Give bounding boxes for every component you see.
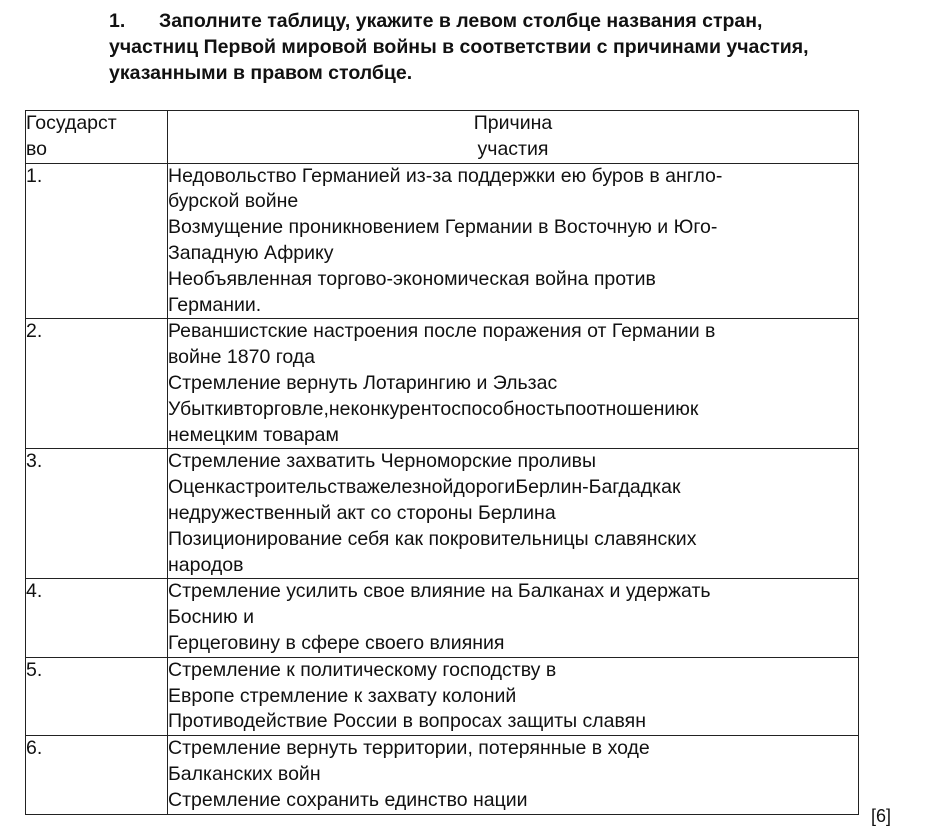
task-line	[109, 8, 869, 34]
reason-line: Убыткивторговле,неконкурентоспособностьпоотношениюк	[168, 397, 699, 420]
header-country	[26, 111, 168, 164]
score-label: [6]	[871, 806, 892, 826]
reason-cell	[168, 736, 859, 814]
country-cell[interactable]	[26, 736, 168, 814]
header-country-line: во	[26, 137, 47, 160]
reason-line: Недовольство Германией из-за поддержки ею буров в англо-	[168, 164, 723, 187]
reason-line: войне 1870 года	[168, 346, 316, 369]
reason-line: Стремление усилить свое влияние на Балканах и удержать	[168, 580, 711, 603]
row-number: 6.	[26, 737, 43, 760]
country-cell[interactable]	[26, 579, 168, 657]
reason-cell	[168, 657, 859, 735]
reason-line: ОценкастроительстважелезнойдорогиБерлин-Багдадкак	[168, 476, 681, 499]
table-row	[26, 319, 859, 449]
row-number: 2.	[26, 320, 43, 343]
table-body	[26, 163, 859, 814]
reason-line: Противодействие России в вопросах защиты славян	[168, 710, 646, 733]
row-number: 4.	[26, 580, 43, 603]
countries-table	[25, 110, 859, 815]
row-number: 5.	[26, 658, 43, 681]
reason-cell	[168, 579, 859, 657]
reason-line: немецким товарам	[168, 423, 339, 446]
country-cell[interactable]	[26, 163, 168, 319]
task-instruction	[109, 8, 869, 86]
reason-line: Возмущение проникновением Германии в Восточную и Юго-	[168, 216, 718, 239]
reason-line: Боснию и	[168, 606, 254, 629]
header-reason-line: Причина	[473, 112, 553, 134]
table-header-row	[26, 111, 859, 164]
reason-line: бурской войне	[168, 190, 299, 213]
country-cell[interactable]	[26, 657, 168, 735]
reason-line: недружественный акт со стороны Берлина	[168, 501, 556, 524]
reason-line: Позиционирование себя как покровительницы славянских	[168, 527, 697, 550]
country-cell[interactable]	[26, 449, 168, 579]
reason-line: Герцеговину в сфере своего влияния	[168, 631, 505, 654]
row-number: 1.	[26, 164, 43, 187]
reason-line: Реваншистские настроения после поражения от Германии в	[168, 320, 716, 343]
reason-line: Стремление захватить Черноморские проливы	[168, 450, 596, 473]
reason-line: Стремление сохранить единство нации	[168, 788, 528, 811]
task-line: указанными в правом столбце.	[109, 62, 413, 84]
country-cell[interactable]	[26, 319, 168, 449]
table-row	[26, 736, 859, 814]
header-reason	[168, 111, 859, 164]
reason-line: Стремление вернуть Лотарингию и Эльзас	[168, 371, 558, 394]
task-number: 1.	[109, 10, 126, 32]
reason-cell	[168, 449, 859, 579]
reason-line: Балканских войн	[168, 762, 321, 785]
reason-line: Необъявленная торгово-экономическая война против	[168, 267, 656, 290]
reason-cell	[168, 319, 859, 449]
header-country-line: Государст	[26, 112, 117, 134]
reason-line: Германии.	[168, 293, 262, 316]
table-row	[26, 163, 859, 319]
reason-line: народов	[168, 553, 244, 576]
reason-line: Стремление вернуть территории, потерянные в ходе	[168, 737, 650, 760]
reason-line: Западную Африку	[168, 241, 334, 264]
table-row	[26, 579, 859, 657]
task-text: Заполните таблицу, укажите в левом столбце названия стран,	[159, 10, 763, 32]
row-number: 3.	[26, 450, 43, 473]
reason-cell	[168, 163, 859, 319]
task-line: участниц Первой мировой войны в соответствии с причинами участия,	[109, 36, 809, 58]
header-reason-line: участия	[477, 137, 549, 160]
table-row	[26, 449, 859, 579]
table-row	[26, 657, 859, 735]
reason-line: Европе стремление к захвату колоний	[168, 684, 517, 707]
reason-line: Стремление к политическому господству в	[168, 658, 557, 681]
